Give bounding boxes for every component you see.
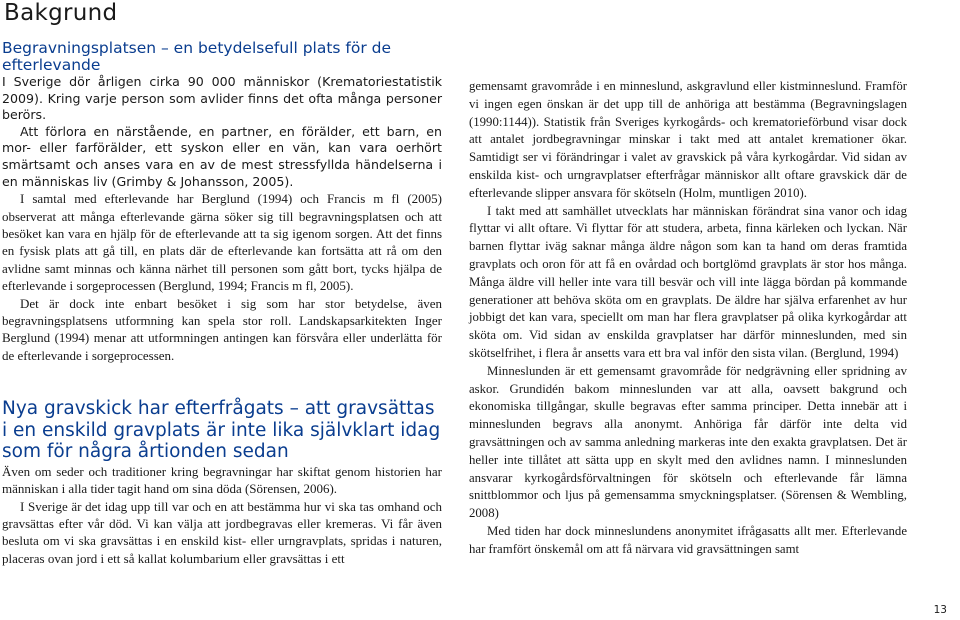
body-paragraph-gravomrade: gemensamt gravområde i en minneslund, askgravlund eller kistminneslund. Framför vi ingen egen önskan är det upp till de anhöriga att bestämma (Begravningslagen (1990:1144)). Statistik från Sveriges kyrkogårds- och krematorieförbund visar dock att antalet jordbegravningar minskar i takt med att antalet kremationer ökar. Samtidigt ser vi förändringar i valet av gravskick på våra kyrkogårdar. Vid sidan av enskilda kist- och urngravplatser efterfrågar människor allt oftare gravskick där de efterlevande slipper ansvara för skötseln (Holm, muntligen 2010). (469, 79, 907, 200)
right-column (469, 78, 907, 559)
body-paragraph-sverige: I Sverige är det idag upp till var och en att bestämma hur vi ska tas omhand och gravsättas efter vår död. Vi kan välja att jordbegravas eller kremeras. Vi får även besluta om vi ska gravsättas i en enskild kist- eller urngravplats, spridas i naturen, placeras ovan jord i ett så kallat kolumbarium eller gravsättas i ett (2, 498, 442, 566)
body-paragraph-samhallet: I takt med att samhället utvecklats har människan förändrat sina vanor och idag flyttar vi allt oftare. Vi flyttar för att studera, arbeta, finna kärleken och lyckan. När barnen flyttar iväg saknar många äldre någon som kan ta hand om deras framtida gravplats och oron för att få en ovårdad och bortglömd gravplats är stor hos många. Många äldre vill heller inte vara till besvär och vill inte lägga bördan på kommande generationer att behöva sköta om en gravplats. De äldre har själva erfarenhet av hur jobbigt det kan vara, speciellt om man har flera gravplatser på olika kyrkogårdar att sköta om. Vid sidan av enskilda gravplatser har därför minneslunden, med sin skötselfrihet, i flera år ansetts vara ett bra val inför den sista vilan. (Berglund, 1994) (469, 203, 907, 360)
intro-paragraph-2: Att förlora en närstående, en partner, en förälder, ett barn, en mor- eller farförälder, ett syskon eller en vän, kan vara oerhört smärtsamt och anses vara en av de mest stressfyllda händelserna i en människas liv (Grimby & Johansson, 2005). (2, 123, 442, 189)
body-paragraph-minneslunden: Minneslunden är ett gemensamt gravområde för nedgrävning eller spridning av askor. Grundidén bakom minneslunden var att alla, oavsett bakgrund och ekonomiska tillgångar, skulle begravas efter samma principer. Detta innebär att i minneslunden begravs alla anonymt. Anhöriga får därför inte delta vid gravsättningen och av samma anledning markeras inte den exakta gravplatsen. Det är heller inte tillåtet att sätta upp en skylt med den avlidnes namn. I minneslunden ansvarar kyrkogårdsförvaltningen för skötseln och efterlevande får lämna snittblommor och ljus på gemensamma smyckningsplatser. (Sörensen & Wembling, 2008) (469, 363, 907, 521)
body-paragraph-besoket: Det är dock inte enbart besöket i sig som har stor betydelse, även begravningsplatsens utformning kan spela stor roll. Landskapsarkitekten Inger Berglund (1994) menar att utformningen antingen kan försvåra eller underlätta för de efterlevande i sorgeprocessen. (2, 295, 442, 363)
left-column (2, 40, 442, 567)
body-paragraph-seder: Även om seder och traditioner kring begravningar har skiftat genom historien har människan i alla tider tagit hand om sina döda (Sörensen, 2006). (2, 463, 442, 497)
body-paragraph-samtal: I samtal med efterlevande har Berglund (1994) och Francis m fl (2005) observerat att många efterlevande gärna söker sig till begravningsplatsen och att besöket kan vara en hjälp för de efterlevande att ta sig igenom sorgen. Att det finns en fysisk plats att gå till, en plats där de efterlevande kan fortsätta att rå om den avlidne samt minnas och känna närhet till personen som gått bort, tycks hjälpa de efterlevande i sorgeprocessen (Berglund, 1994; Francis m fl, 2005). (2, 191, 442, 294)
intro-paragraph-1: I Sverige dör årligen cirka 90 000 människor (Krematoriestatistik 2009). Kring varje person som avlider finns det ofta många personer berörs. (2, 74, 442, 123)
section-title: Bakgrund (4, 0, 118, 26)
page-number: 13 (933, 604, 947, 616)
body-paragraph-anonymitet: Med tiden har dock minneslundens anonymitet ifrågasatts allt mer. Efterlevande har framfört önskemål om att få närvara vid gravsättningen samt (469, 523, 907, 556)
subheading-begravningsplatsen: Begravningsplatsen – en betydelsefull plats för de efterlevande (2, 39, 392, 74)
subheading-nya-gravskick: Nya gravskick har efterfrågats – att gravsättas i en enskild gravplats är inte lika självklart idag som för några årtionden sedan (2, 398, 441, 463)
